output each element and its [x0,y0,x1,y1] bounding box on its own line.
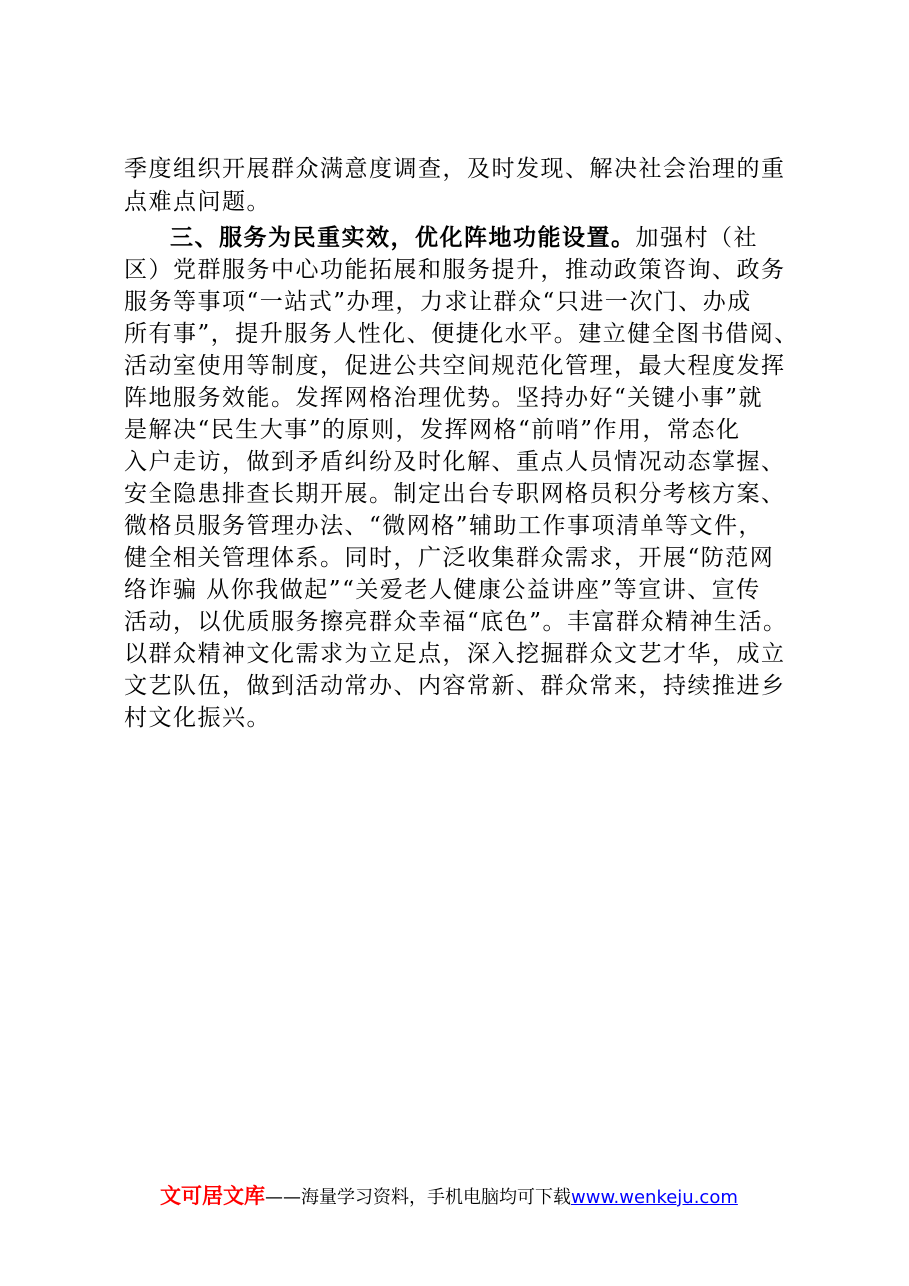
body-line-9: 是解决“民生大事”的原则，发挥网格“前哨”作用，常态化 [124,417,741,443]
body-line-2: 点难点问题。 [124,189,271,215]
section-heading-line [170,224,758,252]
body-line-14: 络诈骗 从你我做起”“关爱老人健康公益讲座”等宣讲、宣传 [124,577,761,603]
body-line-16: 以群众精神文化需求为立足点，深入挖掘群众文艺才华，成立 [124,641,786,667]
body-line-3: 加强村（社 [635,225,758,251]
body-line-1: 季度组织开展群众满意度调查，及时发现、解决社会治理的重 [124,156,786,182]
footer-brand: 文可居文库 [160,1184,265,1208]
body-line-13: 健全相关管理体系。同时，广泛收集群众需求，开展“防范网 [124,545,775,571]
body-line-11: 安全隐患排查长期开展。制定出台专职网格员积分考核方案、 [124,481,786,507]
body-line-6: 所有事”，提升服务人性化、便捷化水平。建立健全图书借阅、 [124,321,799,347]
section-heading: 三、服务为民重实效，优化阵地功能设置。 [170,225,636,251]
footer-banner [160,1184,738,1210]
body-line-17: 文艺队伍，做到活动常办、内容常新、群众常来，持续推进乡 [124,673,786,699]
body-line-18: 村文化振兴。 [124,705,271,731]
body-line-7: 活动室使用等制度，促进公共空间规范化管理，最大程度发挥 [124,353,786,379]
body-line-12: 微格员服务管理办法、“微网格”辅助工作事项清单等文件， [124,513,764,539]
body-line-10: 入户走访，做到矛盾纠纷及时化解、重点人员情况动态掌握、 [124,449,786,475]
body-line-4: 区）党群服务中心功能拓展和服务提升，推动政策咨询、政务 [124,257,786,283]
body-line-15: 活动，以优质服务擦亮群众幸福“底色”。丰富群众精神生活。 [124,609,788,635]
footer-slogan: ——海量学习资料，手机电脑均可下载 [265,1187,571,1208]
footer-site-link[interactable]: www.wenkeju.com [571,1187,738,1208]
body-line-8: 阵地服务效能。发挥网格治理优势。坚持办好“关键小事”就 [124,385,764,411]
body-line-5: 服务等事项“一站式”办理，力求让群众“只进一次门、办成 [124,289,752,315]
